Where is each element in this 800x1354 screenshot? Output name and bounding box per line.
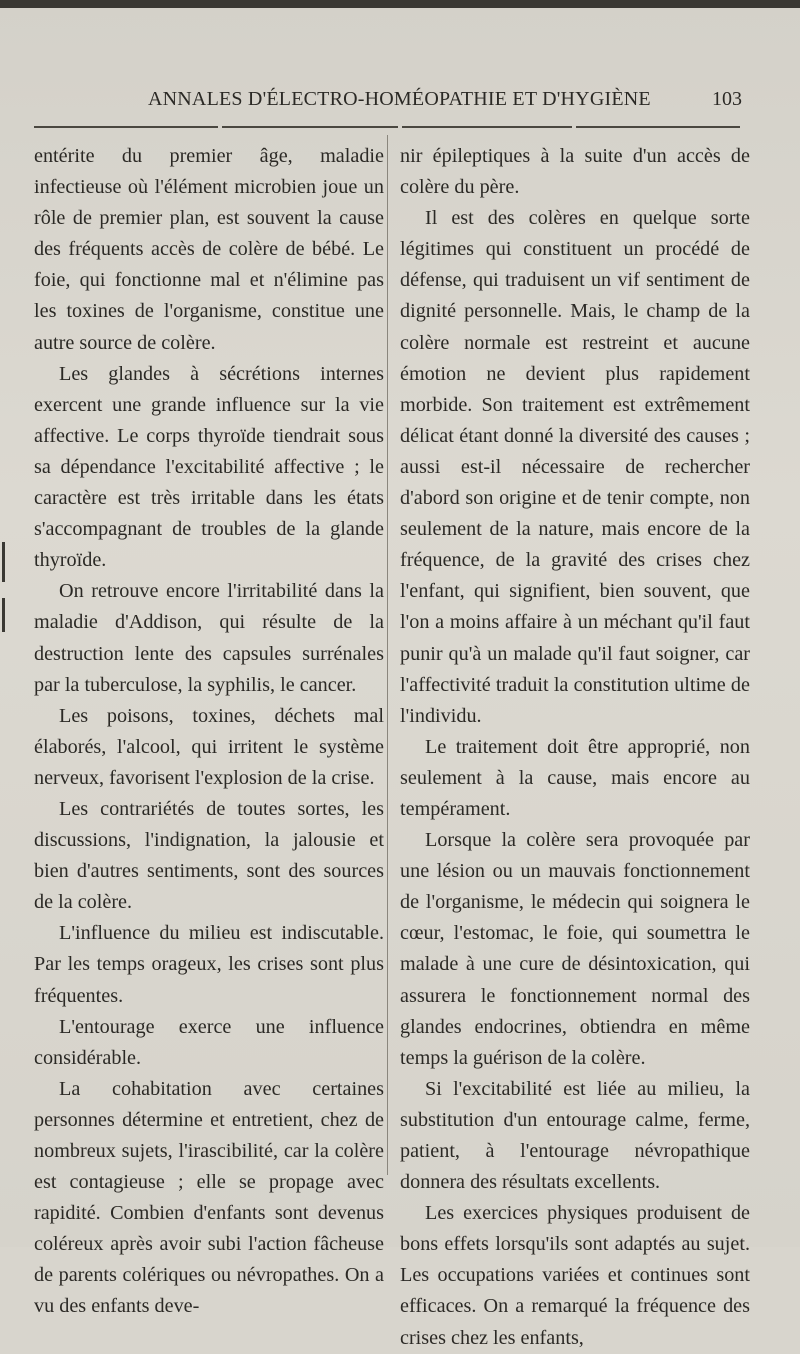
journal-title: ANNALES D'ÉLECTRO-HOMÉOPATHIE ET D'HYGIÈNE (148, 88, 651, 110)
right-column (400, 141, 750, 1354)
paragraph: La cohabitation avec certaines personnes détermine et entretient, chez de nombreux sujets, l'irascibilité, car la colère est contagieuse ; elle se propage avec rapidité. Combien d'enfants sont devenus coléreux après avoir subi l'action fâcheuse de parents colériques ou névropathes. On a vu des enfants deve- (34, 1077, 384, 1318)
paragraph: Les exercices physiques produisent de bons effets lorsqu'ils sont adaptés au sujet. Les occupations variées et continues sont efficaces. On a remarqué la fréquence des crises chez les enfants, (400, 1202, 750, 1349)
paragraph: Si l'excitabilité est liée au milieu, la substitution d'un entourage calme, ferme, patient, à l'entourage névropathique donnera des résultats excellents. (400, 1077, 750, 1194)
paragraph: entérite du premier âge, maladie infectieuse où l'élément microbien joue un rôle de premier plan, est souvent la cause des fréquents accès de colère de bébé. Le foie, qui fonctionne mal et n'élimine pas les toxines de l'organisme, constitue une autre source de colère. (34, 145, 384, 354)
header-rule-left (34, 126, 218, 128)
page-number: 103 (712, 88, 742, 110)
paragraph: On retrouve encore l'irritabilité dans la maladie d'Addison, qui résulte de la destruction lente des capsules surrénales par la tuberculose, la syphilis, le cancer. (34, 580, 384, 696)
page-top-edge (0, 0, 800, 8)
margin-mark-lower (2, 598, 5, 632)
header-rule-center-left (222, 126, 398, 128)
left-column (34, 141, 384, 1323)
paragraph: Les glandes à sécrétions internes exercent une grande influence sur la vie affective. Le corps thyroïde tiendrait sous sa dépendance l'excitabilité affective ; le caractère est très irritable dans les états s'accompagnant de troubles de la glande thyroïde. (34, 362, 384, 572)
running-header (148, 88, 748, 122)
paragraph: Le traitement doit être approprié, non seulement à la cause, mais encore au tempérament. (400, 735, 750, 820)
paragraph: L'influence du milieu est indiscutable. Par les temps orageux, les crises sont plus fréquentes. (34, 922, 384, 1007)
paragraph: Lorsque la colère sera provoquée par une lésion ou un mauvais fonctionnement de l'organisme, le médecin qui soignera le cœur, l'estomac, le foie, qui soumettra le malade à une cure de désintoxication, qui assurera le fonctionnement normal des glandes endocrines, obtiendra en même temps la guérison de la colère. (400, 829, 750, 1069)
paragraph: L'entourage exerce une influence considérable. (34, 1015, 384, 1069)
paragraph: nir épileptiques à la suite d'un accès de colère du père. (400, 145, 750, 199)
header-rule-center-right (402, 126, 572, 128)
paragraph: Il est des colères en quelque sorte légitimes qui constituent un procédé de défense, qui traduisent un vif sentiment de dignité personnelle. Mais, le champ de la colère normale est restreint et aucune émotion ne devient plus rapidement morbide. Son traitement est extrêmement délicat étant donné la diversité des causes ; aussi est-il nécessaire de rechercher d'abord son origine et de tenir compte, non seulement de la nature, mais encore de la fréquence, de la gravité des crises chez l'enfant, qui signifient, bien souvent, que l'on a moins affaire à un méchant qu'il faut punir qu'à un malade qu'il faut soigner, car l'affectivité traduit la constitution ultime de l'individu. (400, 207, 750, 727)
header-rule-right (576, 126, 740, 128)
column-divider (387, 135, 388, 1175)
paragraph: Les poisons, toxines, déchets mal élaborés, l'alcool, qui irritent le système nerveux, favorisent l'explosion de la crise. (34, 704, 384, 789)
paragraph: Les contrariétés de toutes sortes, les discussions, l'indignation, la jalousie et bien d'autres sentiments, sont des sources de la colère. (34, 797, 384, 914)
margin-mark-upper (2, 542, 5, 582)
